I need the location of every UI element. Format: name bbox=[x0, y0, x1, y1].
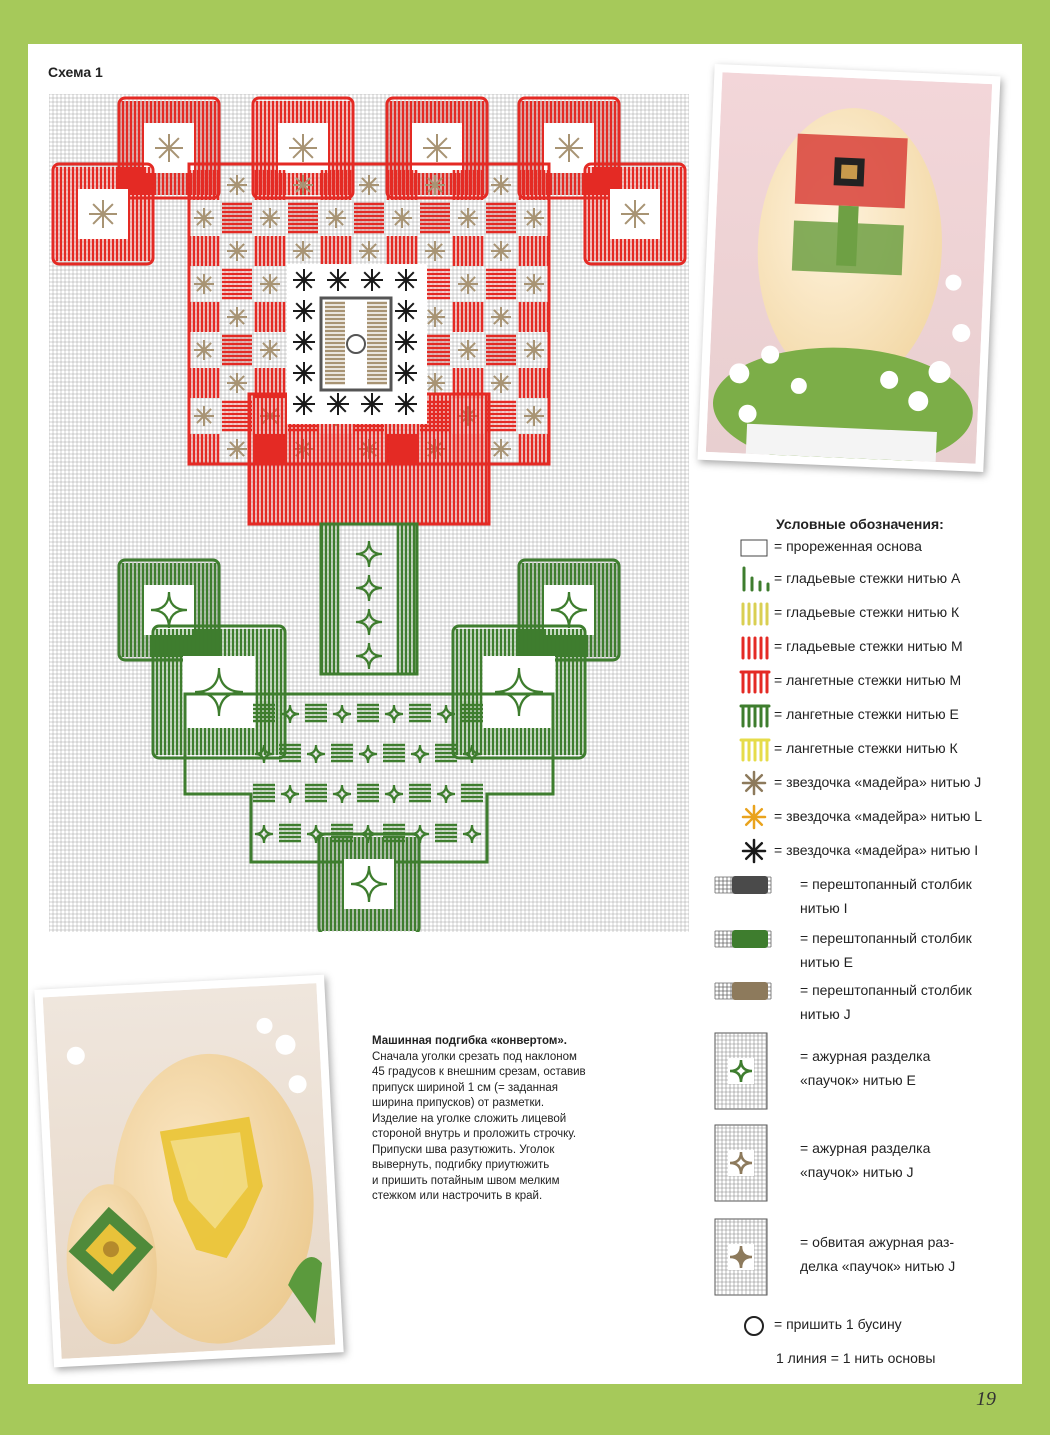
note-line: ширина припусков) от разметки. bbox=[372, 1097, 545, 1109]
legend-text-line: = ажурная разделка bbox=[800, 1048, 931, 1064]
open-cell bbox=[483, 656, 555, 728]
madeira-star bbox=[524, 340, 544, 360]
madeira-star bbox=[293, 269, 315, 291]
madeira-star bbox=[194, 208, 214, 228]
madeira-star bbox=[361, 269, 383, 291]
madeira-star bbox=[395, 300, 417, 322]
legend-text: = гладьевые стежки нитью М bbox=[774, 638, 963, 654]
legend-item bbox=[708, 926, 1008, 970]
legend-text bbox=[800, 926, 972, 974]
madeira-star-orange-icon bbox=[738, 804, 774, 830]
legend-text bbox=[800, 872, 972, 920]
madeira-star bbox=[293, 362, 315, 384]
legend-item bbox=[708, 634, 1008, 664]
legend-text: = прореженная основа bbox=[774, 538, 922, 554]
bead-marker bbox=[347, 335, 365, 353]
madeira-star bbox=[425, 307, 445, 327]
note-line: Припуски шва разутюжить. Уголок bbox=[372, 1143, 555, 1156]
satin-stitch-green-icon bbox=[738, 566, 774, 592]
buttonhole-stitch-red-icon bbox=[738, 668, 774, 694]
madeira-star bbox=[395, 269, 417, 291]
legend-text bbox=[800, 978, 972, 1026]
note-line: 45 градусов к внешним срезам, оставив bbox=[372, 1066, 586, 1078]
note-title: Машинная подгибка «конвертом». bbox=[372, 1035, 568, 1047]
legend-text-line: делка «паучок» нитью J bbox=[800, 1258, 956, 1274]
legend-footer-text: 1 линия = 1 нить основы bbox=[776, 1350, 936, 1366]
madeira-star bbox=[458, 208, 478, 228]
madeira-star bbox=[359, 175, 379, 195]
legend-text: = звездочка «мадейра» нитью J bbox=[774, 774, 982, 790]
legend-item bbox=[708, 534, 1008, 564]
madeira-star bbox=[227, 307, 247, 327]
madeira-star bbox=[359, 241, 379, 261]
madeira-star bbox=[395, 393, 417, 415]
madeira-star bbox=[491, 373, 511, 393]
tulip-egg-photo bbox=[706, 72, 992, 463]
legend-text-line: нитью I bbox=[800, 900, 848, 916]
embroidery-chart bbox=[49, 94, 689, 932]
madeira-star bbox=[361, 393, 383, 415]
madeira-star bbox=[327, 393, 349, 415]
legend-item bbox=[708, 702, 1008, 732]
satin-stitch-yellow-icon bbox=[738, 600, 774, 626]
woven-bar-green-icon bbox=[714, 926, 772, 952]
center-woven-bars bbox=[325, 303, 345, 383]
madeira-star bbox=[293, 393, 315, 415]
madeira-star bbox=[458, 340, 478, 360]
madeira-star bbox=[227, 373, 247, 393]
legend-item bbox=[708, 1032, 1008, 1088]
madeira-star bbox=[227, 175, 247, 195]
note-line: вывернуть, подгибку приутюжить bbox=[372, 1159, 550, 1171]
madeira-star bbox=[260, 208, 280, 228]
madeira-star bbox=[423, 134, 451, 162]
center-woven-bars bbox=[367, 303, 387, 383]
madeira-star bbox=[425, 241, 445, 261]
madeira-star bbox=[491, 307, 511, 327]
photo-tulip-egg-candle bbox=[697, 64, 1000, 472]
legend-text-line: = ажурная разделка bbox=[800, 1140, 931, 1156]
note-line: стороной внутрь и проложить строчку. bbox=[372, 1128, 577, 1140]
madeira-star bbox=[260, 340, 280, 360]
legend-text-line: нитью Е bbox=[800, 954, 853, 970]
note-line: и пришить потайным швом мелким bbox=[372, 1174, 560, 1187]
legend-item bbox=[708, 872, 1008, 916]
madeira-star bbox=[392, 208, 412, 228]
legend-text: = пришить 1 бусину bbox=[774, 1316, 902, 1332]
spider-web-tan-icon bbox=[714, 1124, 768, 1202]
madeira-star bbox=[425, 373, 445, 393]
madeira-star bbox=[289, 134, 317, 162]
legend-item bbox=[708, 566, 1008, 596]
madeira-star-black-icon bbox=[738, 838, 774, 864]
buttonhole-stitch-green-icon bbox=[738, 702, 774, 728]
legend-footer bbox=[708, 1346, 1008, 1376]
empty-square-icon bbox=[738, 534, 774, 560]
madeira-star bbox=[155, 134, 183, 162]
legend-text bbox=[800, 1136, 930, 1184]
legend-text bbox=[800, 1230, 955, 1278]
legend-item bbox=[708, 1124, 1008, 1180]
note-line: припуск шириной 1 см (= заданная bbox=[372, 1081, 558, 1094]
madeira-star bbox=[227, 241, 247, 261]
madeira-star bbox=[260, 274, 280, 294]
madeira-star bbox=[293, 331, 315, 353]
legend-text-line: «паучок» нитью Е bbox=[800, 1072, 916, 1088]
legend-text bbox=[800, 1044, 930, 1092]
madeira-star bbox=[327, 269, 349, 291]
buttonhole-stitch-yellow-icon bbox=[738, 736, 774, 762]
note-line: стежком или настрочить в край. bbox=[372, 1190, 543, 1202]
madeira-star bbox=[524, 208, 544, 228]
legend-item bbox=[708, 736, 1008, 766]
legend-item bbox=[708, 1312, 1008, 1342]
legend-title: Условные обозначения: bbox=[776, 516, 944, 532]
photo-chick-egg-candle bbox=[34, 975, 343, 1368]
legend-item bbox=[708, 668, 1008, 698]
legend-text: = лангетные стежки нитью М bbox=[774, 672, 962, 688]
madeira-star bbox=[395, 362, 417, 384]
madeira-star bbox=[293, 300, 315, 322]
legend-item bbox=[708, 804, 1008, 834]
legend-item bbox=[708, 978, 1008, 1022]
note-line: Сначала уголки срезать под наклоном bbox=[372, 1050, 577, 1063]
legend-text-line: «паучок» нитью J bbox=[800, 1164, 914, 1180]
madeira-star bbox=[227, 439, 247, 459]
legend-text-line: нитью J bbox=[800, 1006, 851, 1022]
legend-text-line: = перештопанный столбик bbox=[800, 876, 972, 892]
legend-text: = звездочка «мадейра» нитью I bbox=[774, 842, 979, 858]
legend-text: = звездочка «мадейра» нитью L bbox=[774, 808, 983, 824]
woven-bar-grey-icon bbox=[714, 872, 772, 898]
satin-stitch-red-icon bbox=[738, 634, 774, 660]
madeira-star bbox=[491, 241, 511, 261]
legend-text-line: = обвитая ажурная раз- bbox=[800, 1234, 955, 1250]
legend-text: = лангетные стежки нитью Е bbox=[774, 706, 959, 722]
madeira-star bbox=[524, 406, 544, 426]
wrapped-spider-tan-icon bbox=[714, 1218, 768, 1296]
open-cell bbox=[183, 656, 255, 728]
legend-text-line: = перештопанный столбик bbox=[800, 982, 972, 998]
madeira-star bbox=[194, 274, 214, 294]
madeira-star bbox=[491, 439, 511, 459]
madeira-star bbox=[621, 200, 649, 228]
legend-item bbox=[708, 770, 1008, 800]
legend-text: = гладьевые стежки нитью А bbox=[774, 570, 961, 586]
chart-grid-svg bbox=[49, 94, 689, 932]
page-number: 19 bbox=[976, 1388, 996, 1410]
madeira-star bbox=[293, 175, 313, 195]
spider-web-green-icon bbox=[714, 1032, 768, 1110]
madeira-star bbox=[194, 406, 214, 426]
madeira-star bbox=[194, 340, 214, 360]
madeira-star bbox=[524, 274, 544, 294]
woven-bar-tan-icon bbox=[714, 978, 772, 1004]
legend-text: = гладьевые стежки нитью К bbox=[774, 604, 960, 620]
chick-egg-photo bbox=[43, 983, 336, 1359]
madeira-star-tan-icon bbox=[738, 770, 774, 796]
madeira-star bbox=[491, 175, 511, 195]
legend-text: = лангетные стежки нитью К bbox=[774, 740, 958, 756]
madeira-star bbox=[293, 241, 313, 261]
legend-item bbox=[708, 1218, 1008, 1274]
madeira-star bbox=[458, 274, 478, 294]
madeira-star bbox=[326, 208, 346, 228]
madeira-star bbox=[89, 200, 117, 228]
madeira-star bbox=[425, 175, 445, 195]
madeira-star bbox=[395, 331, 417, 353]
bead-circle-icon bbox=[738, 1312, 774, 1338]
legend-item bbox=[708, 600, 1008, 630]
madeira-star bbox=[555, 134, 583, 162]
note-line: Изделие на уголке сложить лицевой bbox=[372, 1112, 567, 1125]
schema-title: Схема 1 bbox=[48, 64, 103, 80]
sewing-note bbox=[372, 1034, 612, 1205]
legend-text-line: = перештопанный столбик bbox=[800, 930, 972, 946]
legend-item bbox=[708, 838, 1008, 868]
